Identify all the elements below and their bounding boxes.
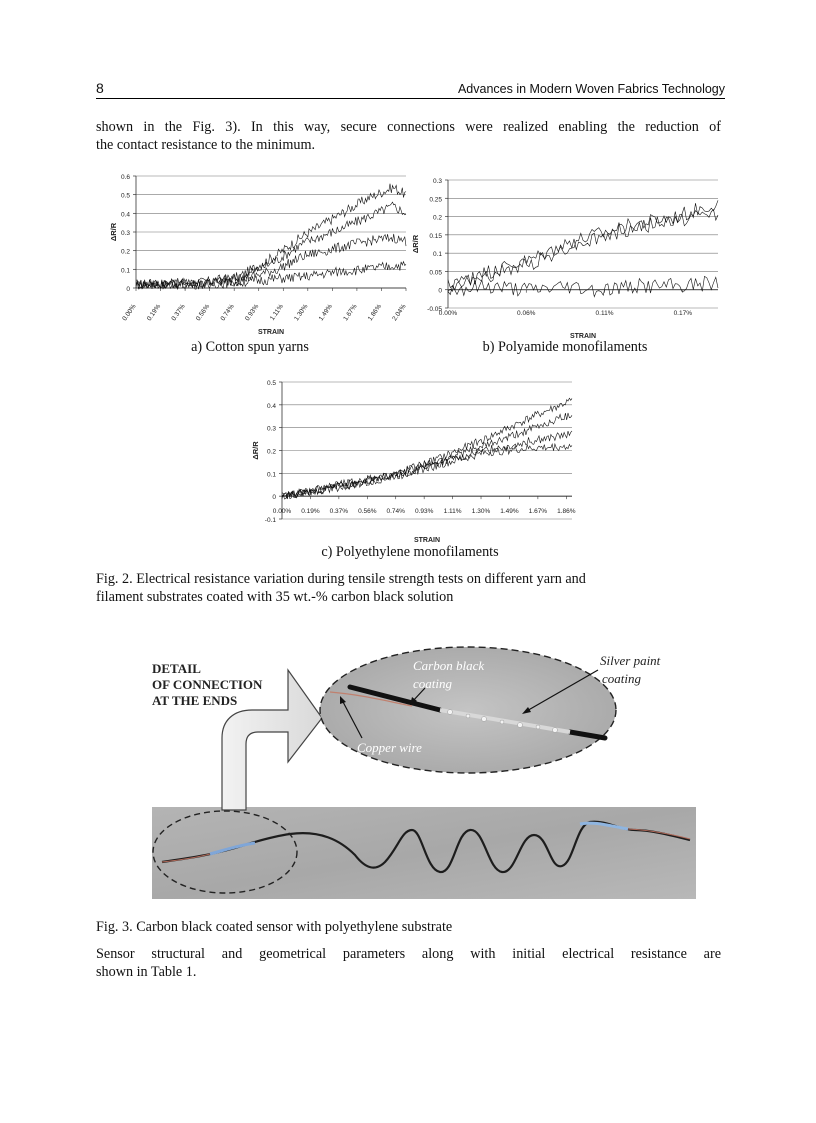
y-tick-label: 0.4	[266, 402, 276, 410]
x-tick-label: 0.00%	[272, 508, 292, 515]
y-tick-label: 0.6	[120, 174, 130, 181]
silver-label-line-1: Silver paint	[600, 653, 661, 668]
x-tick-label: 1.67%	[342, 303, 359, 323]
caption-b: b) Polyamide monofilaments	[482, 339, 648, 355]
sensor-photo-figure	[150, 640, 698, 902]
closing-line-1: Sensor structural and geometrical parameters along with initial electrical resistance are	[96, 946, 721, 962]
y-tick-label: 0.5	[120, 192, 130, 200]
y-tick-label: 0.1	[266, 471, 276, 479]
running-title: Advances in Modern Woven Fabrics Technology	[457, 82, 725, 96]
x-tick-label: 0.19%	[145, 303, 163, 323]
x-tick-label: 0.37%	[329, 508, 349, 515]
fig3-caption: Fig. 3. Carbon black coated sensor with polyethylene substrate	[96, 919, 453, 935]
fig2-caption-line-2: filament substrates coated with 35 wt.-% carbon black solution	[96, 589, 454, 605]
x-tick-label: 0.56%	[358, 508, 377, 515]
y-axis-label: ΔR/R	[251, 441, 260, 460]
y-tick-label: 0.2	[432, 214, 442, 222]
x-tick-label: 1.30%	[471, 508, 491, 515]
fig2-caption	[96, 570, 696, 606]
fig2-caption-line-1: Fig. 2. Electrical resistance variation during tensile strength tests on different yarn and	[96, 571, 586, 587]
y-tick-label: -0.1	[264, 517, 276, 524]
series-line-1	[136, 184, 406, 289]
y-tick-label: 0.3	[432, 178, 442, 185]
intro-line-1: shown in the Fig. 3). In this way, secure connections were realized enabling the reduction of	[96, 119, 721, 135]
y-tick-label: 0.25	[429, 196, 442, 204]
page-number: 8	[96, 80, 104, 96]
x-tick-label: 1.86%	[557, 508, 576, 515]
x-tick-label: 0.06%	[517, 310, 536, 317]
x-tick-label: 1.67%	[528, 508, 548, 515]
header-rule	[96, 98, 725, 99]
series-line-1	[448, 200, 718, 289]
x-tick-label: 0.00%	[121, 303, 138, 323]
x-axis-label: STRAIN	[257, 329, 285, 336]
x-tick-label: 0.74%	[219, 303, 236, 323]
carbon-label-line-2: coating	[413, 676, 452, 691]
x-tick-label: 1.30%	[293, 303, 310, 323]
x-tick-label: 1.86%	[366, 303, 384, 323]
y-tick-label: 0.5	[266, 380, 276, 387]
detail-label-line-2: OF CONNECTION	[152, 677, 263, 692]
y-tick-label: 0.1	[432, 251, 442, 259]
caption-a: a) Cotton spun yarns	[191, 339, 309, 355]
x-axis-label: STRAIN	[569, 333, 597, 340]
caption-c: c) Polyethylene monofilaments	[321, 544, 499, 560]
x-tick-label: 0.11%	[595, 310, 614, 317]
y-tick-label: 0.3	[266, 425, 276, 433]
y-tick-label: 0	[438, 287, 442, 295]
series-line-3	[448, 276, 718, 296]
y-tick-label: 0.2	[120, 248, 130, 256]
x-tick-label: 0.19%	[301, 508, 320, 515]
chart-polyamide-monofilaments	[408, 168, 728, 338]
x-tick-label: 1.49%	[317, 303, 335, 323]
x-tick-label: 2.04%	[391, 303, 408, 323]
closing-paragraph	[96, 945, 721, 981]
closing-line-2: shown in Table 1.	[96, 964, 197, 980]
y-tick-label: 0.2	[266, 448, 276, 456]
y-tick-label: 0.3	[120, 230, 130, 237]
chart-polyethylene-monofilaments	[236, 372, 581, 544]
x-axis-label: STRAIN	[413, 537, 441, 544]
x-tick-label: 1.11%	[268, 303, 285, 322]
y-axis-label: ΔR/R	[109, 222, 118, 242]
y-tick-label: 0	[126, 286, 130, 293]
sensor-photo	[152, 807, 696, 899]
x-tick-label: 0.17%	[673, 310, 693, 317]
x-tick-label: 0.93%	[414, 508, 434, 515]
series-line-4	[136, 262, 406, 290]
y-tick-label: 0.15	[429, 232, 442, 240]
carbon-label-line-1: Carbon black	[413, 658, 485, 673]
y-tick-label: 0.05	[429, 269, 442, 277]
detail-label-line-3: AT THE ENDS	[152, 693, 238, 708]
y-tick-label: 0	[272, 494, 276, 502]
copper-label: Copper wire	[357, 740, 422, 755]
x-tick-label: 0.74%	[386, 508, 405, 515]
intro-paragraph	[96, 118, 721, 154]
x-tick-label: 0.56%	[194, 303, 212, 323]
detail-label-line-1: DETAIL	[152, 661, 201, 676]
intro-line-2: the contact resistance to the minimum.	[96, 137, 316, 153]
silver-label-line-2: coating	[602, 671, 641, 686]
y-tick-label: -0.05	[427, 306, 442, 313]
x-tick-label: 0.93%	[244, 303, 261, 323]
y-axis-label: ΔR/R	[411, 234, 420, 254]
x-tick-label: 0.37%	[170, 303, 187, 323]
x-tick-label: 1.49%	[500, 508, 519, 515]
x-tick-label: 1.11%	[443, 508, 462, 515]
y-tick-label: 0.1	[120, 267, 130, 275]
chart-cotton-spun-yarns	[96, 168, 416, 338]
x-tick-label: 0.00%	[438, 310, 458, 317]
series-line-2	[136, 202, 406, 289]
series-line-2	[448, 210, 718, 292]
y-tick-label: 0.4	[120, 211, 130, 219]
